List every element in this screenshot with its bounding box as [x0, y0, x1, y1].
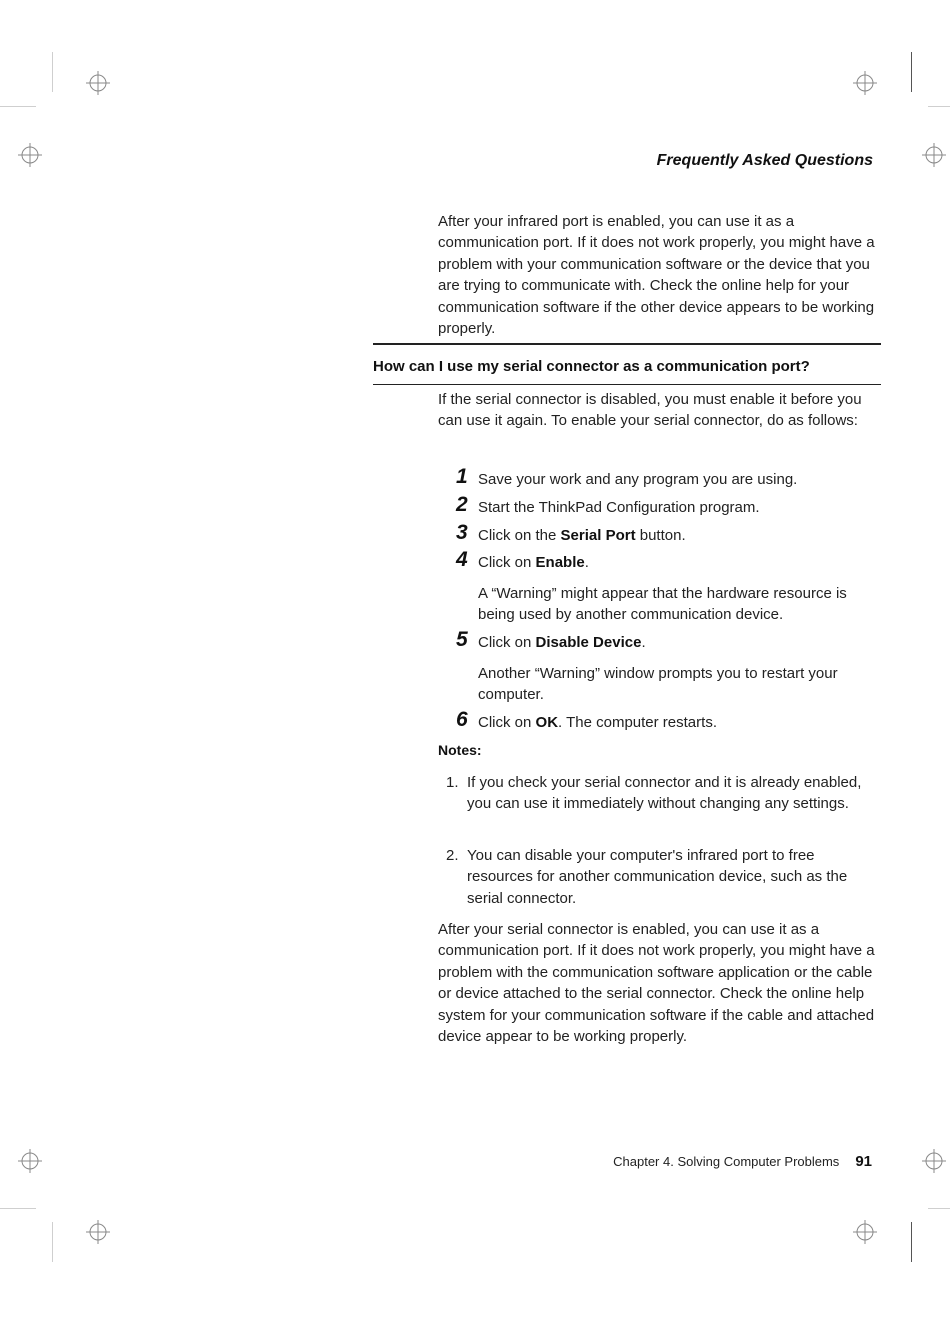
step-number: 4 [456, 548, 468, 571]
step-text: Save your work and any program you are using. [478, 471, 798, 488]
crop-mark [911, 52, 912, 92]
crop-mark [52, 1222, 53, 1262]
crop-mark [0, 106, 36, 107]
step-text: Start the ThinkPad Configuration program. [478, 499, 760, 516]
registration-mark-icon [18, 143, 42, 167]
registration-mark-icon [922, 1149, 946, 1173]
registration-mark-icon [86, 71, 110, 95]
section-divider [373, 343, 881, 345]
step-number: 5 [456, 628, 468, 651]
page-number: 91 [855, 1153, 872, 1170]
step-number: 2 [456, 493, 468, 516]
intro-paragraph: After your infrared port is enabled, you can use it as a communication port. If it does not work properly, you might have a problem with your communication software or the device that you are trying to communicate with. Check the online help for your communication software if the other device appears to be working properly. [438, 213, 875, 338]
note-text: If you check your serial connector and it is already enabled, you can use it immediately without changing any settings. [467, 774, 862, 813]
note-text: You can disable your computer's infrared port to free resources for another communication device, such as the serial connector. [467, 847, 848, 907]
notes-heading: Notes: [438, 742, 482, 758]
note-number: 2. [446, 847, 459, 864]
registration-mark-icon [853, 1220, 877, 1244]
ui-term-serial-port: Serial Port [560, 527, 636, 544]
note-number: 1. [446, 774, 459, 791]
lead-paragraph: If the serial connector is disabled, you must enable it before you can use it again. To enable your serial connector, do as follows: [438, 391, 862, 430]
page-footer [613, 1153, 872, 1170]
registration-mark-icon [86, 1220, 110, 1244]
registration-mark-icon [922, 143, 946, 167]
registration-mark-icon [853, 71, 877, 95]
crop-mark [928, 106, 950, 107]
step-number: 3 [456, 521, 468, 544]
step-text: Click on Enable. [478, 554, 589, 571]
step-5-explanation: Another “Warning” window prompts you to restart your computer. [478, 665, 838, 704]
running-header-title: Frequently Asked Questions [656, 152, 873, 169]
step-number: 1 [456, 465, 468, 488]
ui-term-ok: OK [535, 714, 559, 731]
crop-mark [52, 52, 53, 92]
chapter-title: Chapter 4. Solving Computer Problems [613, 1154, 840, 1169]
crop-mark [0, 1208, 36, 1209]
crop-mark [928, 1208, 950, 1209]
question-heading: How can I use my serial connector as a communication port? [373, 358, 810, 375]
step-4-explanation: A “Warning” might appear that the hardware resource is being used by another communication device. [478, 585, 847, 624]
closing-paragraph: After your serial connector is enabled, you can use it as a communication port. If it does not work properly, you might have a problem with the communication software application or the cable or device attached to the serial connector. Check the online help system for your communication software if the cable and attached device appear to be working properly. [438, 921, 875, 1046]
step-number: 6 [456, 708, 468, 731]
step-text: Click on OK. The computer restarts. [478, 714, 717, 731]
ui-term-enable: Enable [535, 554, 585, 571]
step-text: Click on Disable Device. [478, 634, 646, 651]
crop-mark [911, 1222, 912, 1262]
registration-mark-icon [18, 1149, 42, 1173]
heading-underline [373, 384, 881, 385]
ui-term-disable-device: Disable Device [535, 634, 642, 651]
step-text: Click on the Serial Port button. [478, 527, 686, 544]
